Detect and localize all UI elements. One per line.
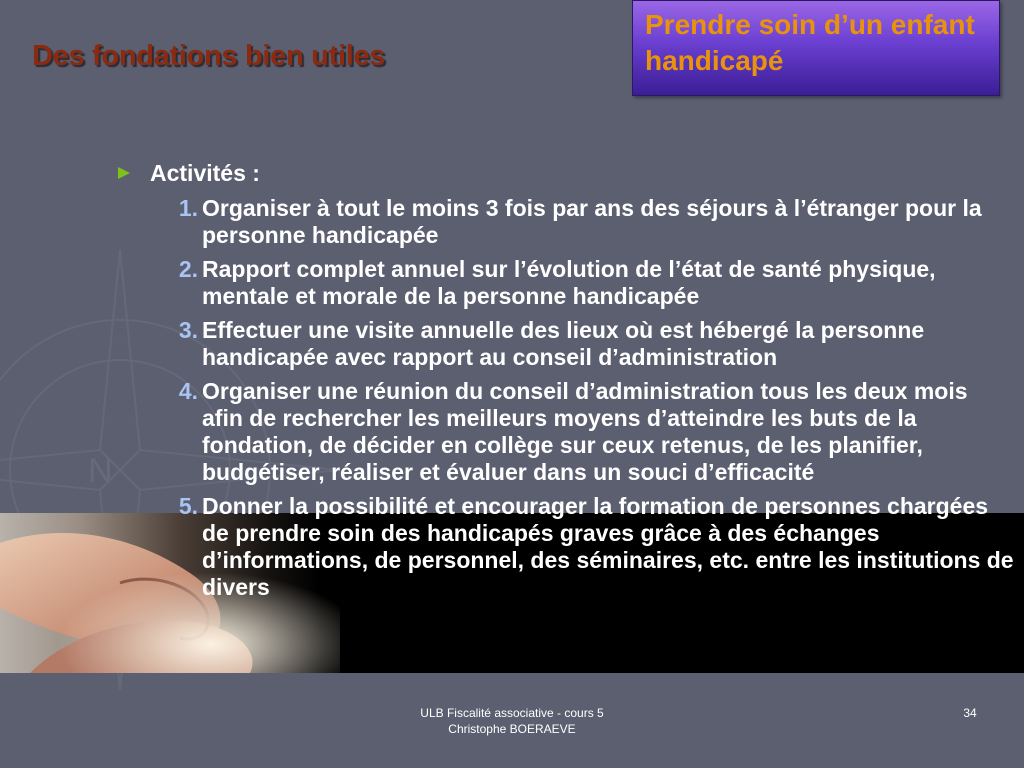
item-text: Effectuer une visite annuelle des lieux où est hébergé la personne handicapée avec rapport au conseil d’administration	[202, 317, 925, 370]
triangle-bullet-icon	[118, 167, 130, 179]
topic-text: Prendre soin d’un enfant handicapé	[645, 9, 975, 76]
item-text: Organiser à tout le moins 3 fois par ans des séjours à l’étranger pour la personne handicapée	[202, 195, 982, 248]
list-item	[152, 378, 1018, 486]
page-number: 34	[963, 706, 977, 720]
footer-text	[380, 705, 644, 737]
footer-author: Christophe BOERAEVE	[448, 722, 576, 736]
item-number: 2.	[178, 256, 198, 282]
item-text: Organiser une réunion du conseil d’administration tous les deux mois afin de rechercher les meilleurs moyens d’atteindre les buts de la fondation, de décider en collège sur ceux retenus, de les planifier, budgétiser, réaliser et évaluer dans un souci d’efficacité	[202, 378, 968, 485]
footer-course: ULB Fiscalité associative - cours 5	[420, 706, 604, 720]
item-text: Donner la possibilité et encourager la formation de personnes chargées de prendre soin des handicapés graves grâce à des échanges d’informations, de personnel, des séminaires, etc. entre les institutions de divers	[202, 493, 1014, 600]
svg-text:N: N	[88, 452, 113, 490]
item-number: 3.	[178, 317, 198, 343]
activities-heading	[118, 158, 1018, 188]
list-item	[152, 317, 1018, 371]
item-text: Rapport complet annuel sur l’évolution de l’état de santé physique, mentale et morale de la personne handicapée	[202, 256, 936, 309]
slide-title: Des fondations bien utiles	[32, 40, 386, 72]
item-number: 5.	[178, 493, 198, 519]
item-number: 1.	[178, 195, 198, 221]
list-item	[152, 493, 1018, 601]
list-item	[152, 256, 1018, 310]
content-area	[118, 158, 1018, 601]
topic-banner	[632, 0, 1000, 96]
activity-list	[118, 195, 1018, 601]
item-number: 4.	[178, 378, 198, 404]
list-item	[152, 195, 1018, 249]
heading-label: Activités :	[150, 159, 260, 186]
